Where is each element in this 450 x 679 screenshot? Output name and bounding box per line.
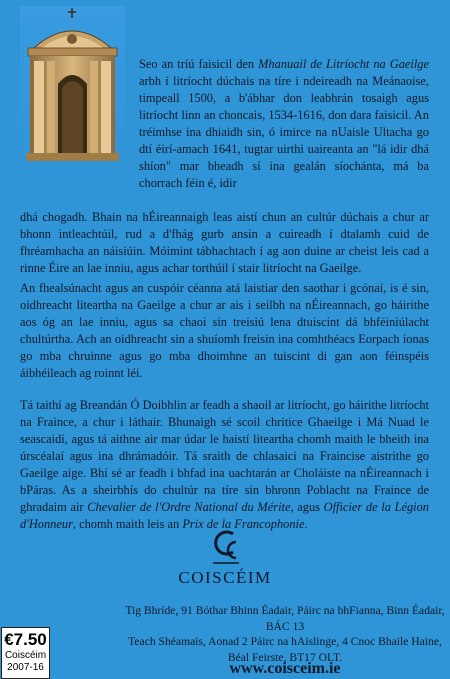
award-officier: Officier de la Légion d'Honneur	[20, 500, 429, 531]
sticker-publisher: Coiscéim	[4, 650, 47, 661]
award-prix: Prix de la Francophonie	[182, 517, 305, 531]
sticker-code: 2007-16	[7, 662, 44, 673]
intro-paragraph-bottom	[20, 209, 429, 277]
publisher-logo-icon	[209, 528, 243, 566]
award-chevalier: Chevalier de l'Ordre National du Mérite	[87, 500, 291, 514]
award-connector: , chomh maith leis an	[72, 517, 183, 531]
author-bio-text: Tá taithí ag Breandán Ó Doibhlin ar feadh a shaoil ar litríocht, go háirithe litríocht na Fraince, a chur i láthair. Bhunaigh sé scoil chritice Ghaeilge i Má Nuad le seascaidí, agus tá aithne air mar údar le haistí liteartha chomh maith le bheith ina úrscéalaí agus ina dhrámadóir. Tá sraith de chlasaici na Fraincise aistrithe go Gaeilge aige. Bhí sé ar feadh i bhfad ina uachtarán ar Choláiste na nÉireannach i bPáras. As a sheirbhís do chultúr na tíre sin bhronn Poblacht na Fraince de ghradaim air	[20, 398, 429, 514]
address-line: Tig Bhríde, 91 Bóthar Bhinn Éadair, Páirc na bhFianna, Binn Éadair, BÁC 13	[125, 604, 445, 633]
manual-title: Mhanuail de Litríocht na Gaeilge	[258, 57, 429, 71]
award-separator: , agus	[290, 500, 324, 514]
address-line: Teach Shéamais, Aonad 2 Páirc na hAislinge, 4 Cnoc Bhaile Haine,	[128, 635, 442, 648]
building-photo	[20, 6, 125, 163]
publisher-website: www.coisceim.ie	[229, 660, 341, 677]
price-sticker	[1, 627, 50, 679]
intro-text: Seo an tríú faisicil den	[139, 57, 259, 71]
paragraph-2	[20, 280, 429, 382]
address-line: Béal Feirste, BT17 OLT.	[227, 650, 343, 664]
intro-paragraph-top	[139, 56, 429, 192]
price: €7.50	[4, 630, 47, 649]
intro-text-full-width: dhá chogadh. Bhain na hÉireannaigh leas aistí chun an cultúr dúchais a chur ar bhonn intleachtúil, rud a d'fhág gurb ansin a cuireadh í dtalamh cuid de fhréamhacha an náisiúin. Móimint tábhachtach í ag aon duine ar cheist leis cad a rinne Éire an lae inniu, agus achar torthúil í stair litríocht na Gaeilge.	[20, 210, 429, 275]
intro-text-continued: arbh í litríocht dúchais na tíre i ndeireadh na Meánaoise, timpeall 1500, a b'ábhar don leabhrán tosaigh agus litríocht linn an choncais, 1534-1616, don dara faisicil. An tréimhse ina dhiaidh sin, ó imirce na nUaisle Ultacha go dtí éirí-amach 1641, tugtar uirthi uaireanta an "lá idir dhá shíon" mar bheadh sí ina gealán síochánta, má ba chorrach féin é, idir	[139, 74, 429, 190]
paragraph-2-text: An fhealsúnacht agus an cuspóir céanna atá laistiar den saothar i gcónaí, is é sin, oidhreacht liteartha na Gaeilge a chur ar ais i seilbh na nÉireannach, go háirithe aos óg an lae inniu, agus sa chaoi sin treisiú lena dtuiscint dá bhféiniúlacht chultúrtha. Ach an oidhreacht sin a shuíomh freisin ina comhthéacs Eorpach ionas go mba chruinne agus go mba dhoimhne an tuiscint di gan aon féinspéis áibhéileach ag roinnt léi.	[20, 281, 429, 380]
publisher-name: COISCÉIM	[178, 568, 272, 587]
publisher-address	[120, 603, 450, 665]
paragraph-3	[20, 397, 429, 533]
paragraph-end: .	[304, 517, 308, 531]
